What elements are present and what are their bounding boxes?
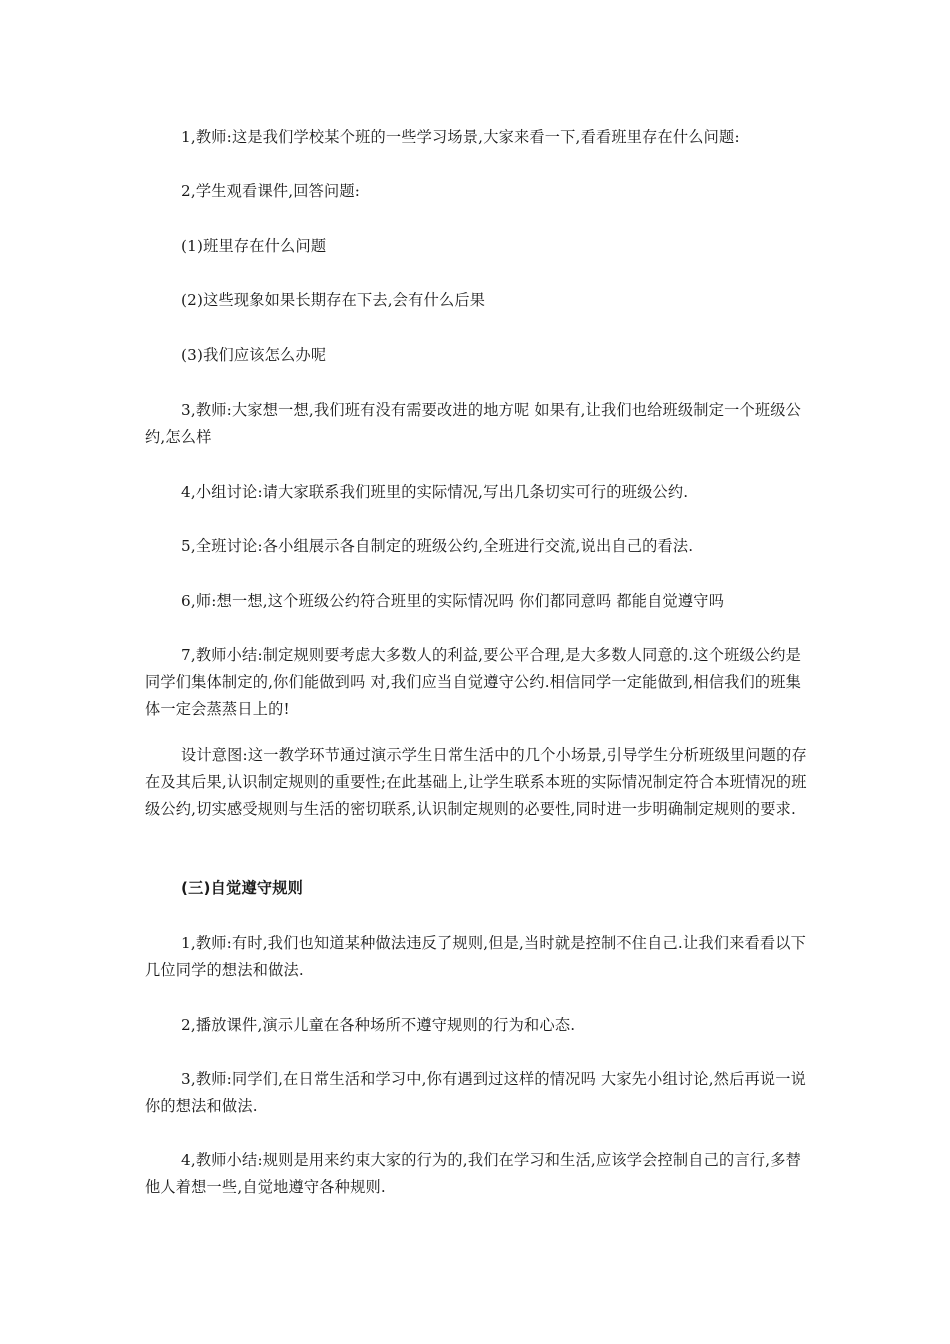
paragraph-section3-step-2: 2,播放课件,演示儿童在各种场所不遵守规则的行为和心态.: [181, 1016, 576, 1034]
paragraph-step-2: 2,学生观看课件,回答问题:: [181, 182, 361, 200]
paragraph-section3-step-4: 4,教师小结:规则是用来约束大家的行为的,我们在学习和生活,应该学会控制自己的言行,多替他人着想一些,自觉地遵守各种规则.: [145, 1151, 802, 1196]
document-page: [145, 0, 807, 1344]
section-heading: (三)自觉遵守规则: [181, 879, 303, 897]
paragraph-step-4: 4,小组讨论:请大家联系我们班里的实际情况,写出几条切实可行的班级公约.: [181, 483, 689, 501]
paragraph-step-7-summary: 7,教师小结:制定规则要考虑大多数人的利益,要公平合理,是大多数人同意的.这个班级公约是同学们集体制定的,你们能做到吗 对,我们应当自觉遵守公约.相信同学一定能做到,相信我们的班集体一定会蒸蒸日上的!: [145, 646, 802, 718]
paragraph-question-1: (1)班里存在什么问题: [181, 237, 327, 255]
paragraph-section3-step-1: 1,教师:有时,我们也知道某种做法违反了规则,但是,当时就是控制不住自己.让我们来看看以下几位同学的想法和做法.: [145, 934, 807, 979]
paragraph-step-1: 1,教师:这是我们学校某个班的一些学习场景,大家来看一下,看看班里存在什么问题:: [181, 128, 740, 146]
paragraph-step-3: 3,教师:大家想一想,我们班有没有需要改进的地方呢 如果有,让我们也给班级制定一个班级公约,怎么样: [145, 401, 802, 446]
paragraph-question-3: (3)我们应该怎么办呢: [181, 346, 327, 364]
paragraph-section3-step-3: 3,教师:同学们,在日常生活和学习中,你有遇到过这样的情况吗 大家先小组讨论,然后再说一说你的想法和做法.: [145, 1070, 807, 1115]
paragraph-step-6: 6,师:想一想,这个班级公约符合班里的实际情况吗 你们都同意吗 都能自觉遵守吗: [181, 592, 725, 610]
paragraph-question-2: (2)这些现象如果长期存在下去,会有什么后果: [181, 291, 486, 309]
paragraph-step-5: 5,全班讨论:各小组展示各自制定的班级公约,全班进行交流,说出自己的看法.: [181, 537, 694, 555]
paragraph-design-intent: 设计意图:这一教学环节通过演示学生日常生活中的几个小场景,引导学生分析班级里问题的存在及其后果,认识制定规则的重要性;在此基础上,让学生联系本班的实际情况制定符合本班情况的班级公约,切实感受规则与生活的密切联系,认识制定规则的必要性,同时进一步明确制定规则的要求.: [145, 746, 807, 818]
